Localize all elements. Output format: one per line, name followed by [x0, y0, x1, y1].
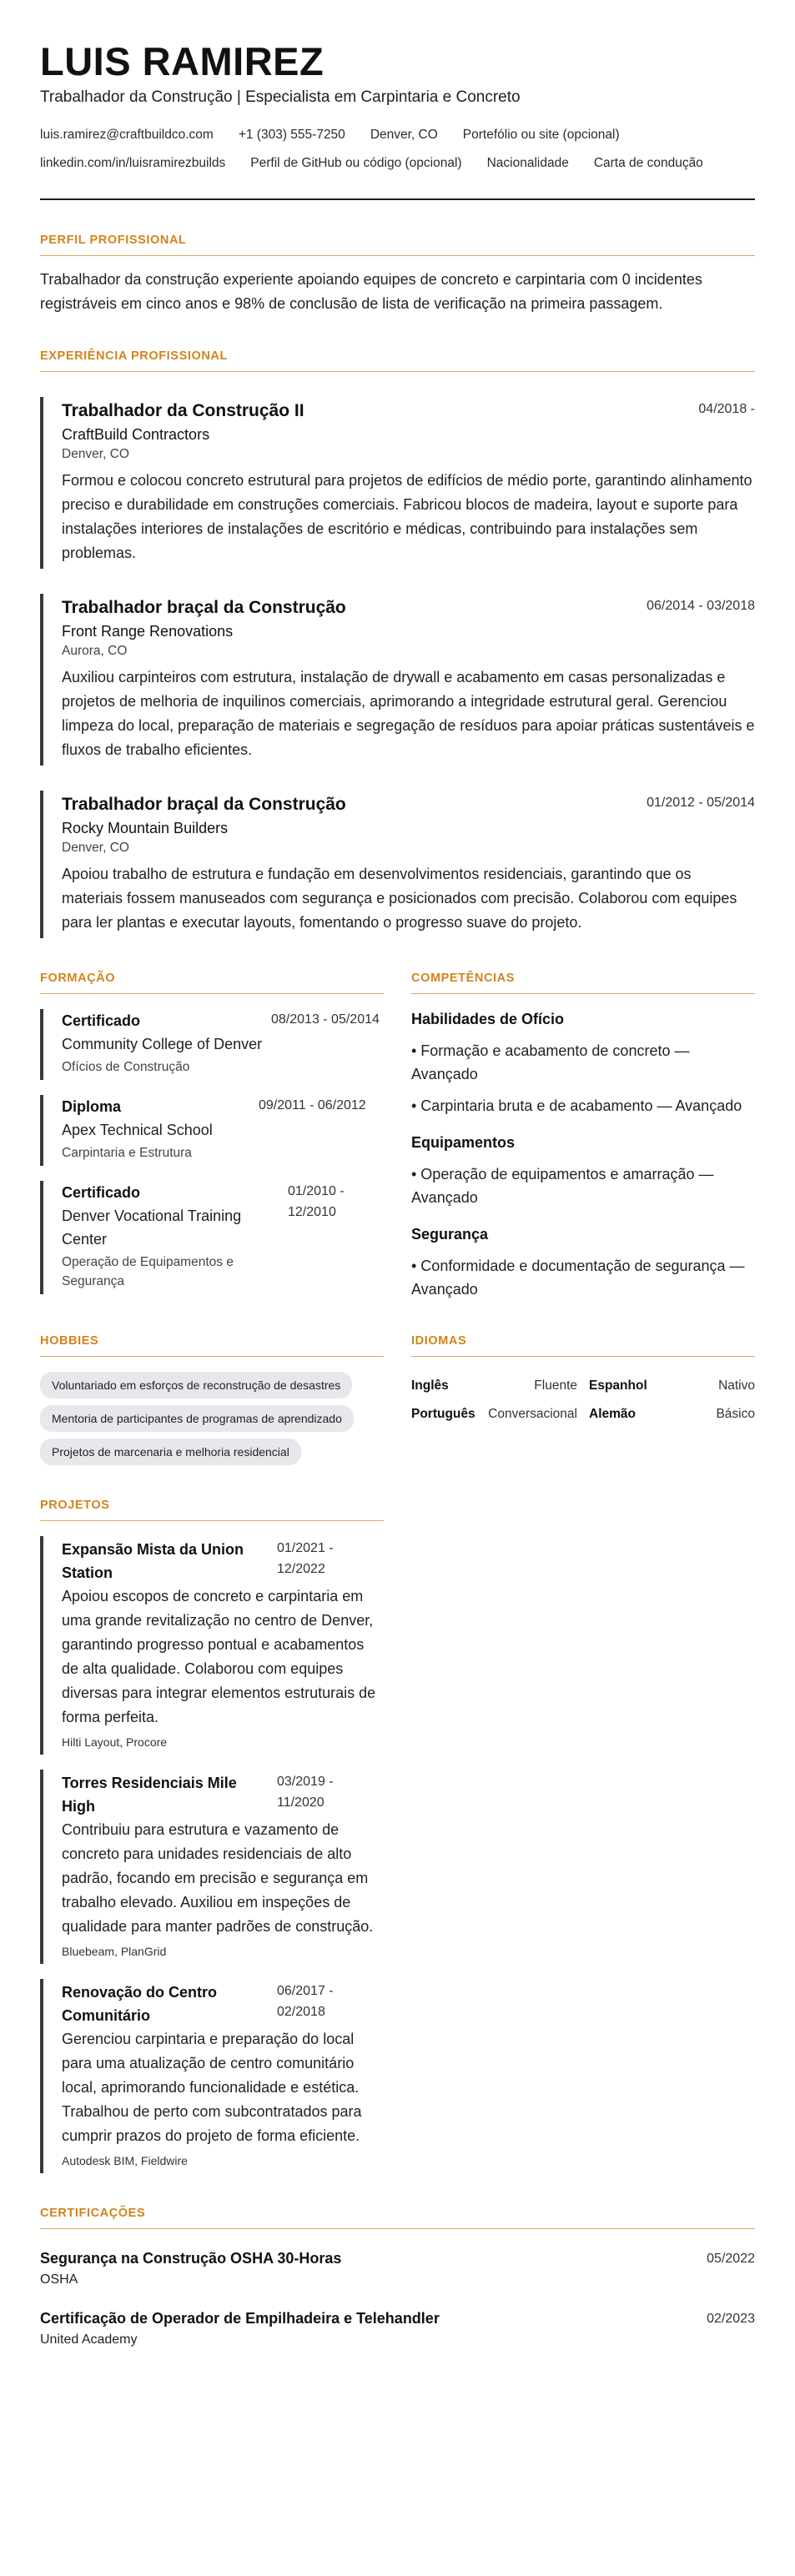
skill-item: • Carpintaria bruta e de acabamento — Avançado	[411, 1097, 742, 1114]
education-skills-row	[40, 972, 755, 1301]
education-degree: Certificado	[62, 1184, 141, 1201]
project-title: Expansão Mista da Union Station	[62, 1541, 244, 1581]
job-entry	[40, 594, 755, 766]
certifications-heading: CERTIFICAÇÕES	[40, 2207, 755, 2229]
project-description: Apoiou escopos de concreto e carpintaria em uma grande revitalização no centro de Denver, garantindo progresso pontual e acabamentos de alta qualidade. Colaborou com equipes diversas para integrar elementos estruturais de forma perfeita.	[62, 1588, 376, 1725]
certifications-section	[40, 2207, 755, 2349]
education-degree: Diploma	[62, 1098, 122, 1115]
profile-heading: PERFIL PROFISSIONAL	[40, 233, 755, 256]
education-section	[40, 972, 384, 1301]
skills-section	[411, 972, 755, 1301]
project-title: Renovação do Centro Comunitário	[62, 1984, 218, 2024]
education-entry	[40, 1009, 384, 1080]
skill-item: • Conformidade e documentação de segurança — Avançado	[411, 1258, 745, 1298]
languages-grid	[411, 1372, 755, 1429]
education-degree: Certificado	[62, 1012, 141, 1029]
project-date: 01/2021 - 12/2022	[277, 1541, 334, 1576]
education-entry	[40, 1095, 384, 1166]
language-name: Inglês	[411, 1378, 449, 1393]
hobby-tags	[40, 1372, 384, 1465]
education-entry	[40, 1181, 384, 1294]
certification-name: Certificação de Operador de Empilhadeira e Telehandler	[40, 2310, 440, 2327]
job-title: Trabalhador da Construção II	[62, 401, 304, 420]
candidate-name: LUIS RAMIREZ	[40, 39, 325, 83]
job-location: Aurora, CO	[62, 644, 128, 658]
languages-section	[411, 1334, 755, 1465]
language-level: Nativo	[718, 1378, 755, 1393]
contact-linkedin[interactable]: linkedin.com/in/luisramirezbuilds	[40, 156, 226, 170]
contact-phone[interactable]: +1 (303) 555-7250	[238, 128, 345, 142]
project-title: Torres Residenciais Mile High	[62, 1775, 237, 1815]
skill-item: • Formação e acabamento de concreto — Avançado	[411, 1042, 690, 1082]
education-field: Operação de Equipamentos e Segurança	[62, 1255, 234, 1288]
job-company: CraftBuild Contractors	[62, 426, 210, 443]
hobby-tag: Projetos de marcenaria e melhoria residencial	[40, 1439, 301, 1465]
education-date: 01/2010 - 12/2010	[288, 1184, 345, 1219]
language-name: Alemão	[589, 1407, 636, 1421]
job-description: Apoiou trabalho de estrutura e fundação em desenvolvimentos residenciais, garantindo que os materiais fossem manuseados com segurança e posicionados com precisão. Colaborou com equipes para ler plantas e executar layouts, fomentando o progresso suave do projeto.	[62, 866, 737, 931]
job-description: Formou e colocou concreto estrutural para projetos de edifícios de médio porte, garantindo alinhamento preciso e durabilidade em construções comerciais. Fabricou blocos de madeira, layout e suporte para instalações interiores de instalações de escritório e médicas, contribuindo para instalações sem problemas.	[62, 472, 752, 561]
project-entry	[40, 1979, 384, 2173]
education-date: 08/2013 - 05/2014	[271, 1012, 380, 1027]
language-row	[411, 1372, 577, 1400]
header-divider	[40, 198, 755, 200]
contact-portfolio[interactable]: Portefólio ou site (opcional)	[462, 128, 620, 142]
job-entry	[40, 397, 755, 569]
experience-heading: EXPERIÊNCIA PROFISSIONAL	[40, 349, 755, 372]
experience-section	[40, 349, 755, 938]
contact-nationality: Nacionalidade	[486, 156, 569, 170]
profile-summary: Trabalhador da construção experiente apoiando equipes de concreto e carpintaria com 0 incidentes registráveis em cinco anos e 98% de conclusão de lista de verificação na primeira passagem.	[40, 271, 702, 312]
hobbies-heading: HOBBIES	[40, 1334, 384, 1357]
hobby-tag: Voluntariado em esforços de reconstrução de desastres	[40, 1372, 352, 1398]
job-title: Trabalhador braçal da Construção	[62, 598, 346, 617]
contact-driving-license: Carta de condução	[593, 156, 703, 170]
project-date: 06/2017 - 02/2018	[277, 1984, 334, 2019]
language-row	[411, 1400, 577, 1429]
project-tools: Bluebeam, PlanGrid	[62, 1945, 167, 1958]
education-school: Apex Technical School	[62, 1122, 213, 1138]
certification-entry	[40, 2307, 755, 2349]
education-school: Community College of Denver	[62, 1036, 263, 1052]
empty-column	[411, 1499, 755, 2173]
language-level: Conversacional	[488, 1407, 577, 1421]
language-level: Básico	[716, 1407, 755, 1421]
language-row	[589, 1400, 755, 1429]
education-field: Carpintaria e Estrutura	[62, 1146, 192, 1160]
job-date: 06/2014 - 03/2018	[647, 599, 755, 613]
project-description: Gerenciou carpintaria e preparação do local para uma atualização de centro comunitário local, aprimorando funcionalidade e estética. Trabalhou de perto com subcontratados para cumprir prazos do projeto de forma eficiente.	[62, 2031, 362, 2144]
certification-date: 02/2023	[707, 2312, 755, 2326]
hobbies-languages-row	[40, 1334, 755, 1465]
project-description: Contribuiu para estrutura e vazamento de concreto para unidades residenciais de alto padrão, focando em precisão e segurança em trabalho elevado. Auxiliou em inspeções de qualidade para manter padrões de construção.	[62, 1821, 374, 1935]
education-field: Ofícios de Construção	[62, 1060, 190, 1074]
job-title: Trabalhador braçal da Construção	[62, 795, 346, 814]
certification-name: Segurança na Construção OSHA 30-Horas	[40, 2250, 342, 2267]
hobby-tag: Mentoria de participantes de programas de aprendizado	[40, 1405, 354, 1432]
skill-item: • Operação de equipamentos e amarração — Avançado	[411, 1166, 714, 1206]
certification-date: 05/2022	[707, 2252, 755, 2266]
job-date: 01/2012 - 05/2014	[647, 796, 755, 810]
skills-heading: COMPETÊNCIAS	[411, 972, 755, 994]
profile-section	[40, 233, 755, 316]
language-row	[589, 1372, 755, 1400]
languages-heading: IDIOMAS	[411, 1334, 755, 1357]
certification-entry	[40, 2247, 755, 2289]
projects-heading: PROJETOS	[40, 1499, 384, 1521]
job-description: Auxiliou carpinteiros com estrutura, instalação de drywall e acabamento em casas personalizadas e projetos de melhoria de inquilinos comerciais, aprimorando a integridade estrutural geral. Gerenciou limpeza do local, preparação de materiais e segregação de resíduos para apoiar práticas sustentáveis e fluxos de trabalho eficientes.	[62, 669, 755, 758]
language-name: Português	[411, 1407, 475, 1421]
hobbies-section	[40, 1334, 384, 1465]
education-school: Denver Vocational Training Center	[62, 1208, 242, 1248]
language-level: Fluente	[534, 1378, 577, 1393]
skill-category: Segurança	[411, 1226, 489, 1243]
contact-info	[40, 123, 755, 175]
projects-row	[40, 1499, 755, 2173]
contact-email[interactable]: luis.ramirez@craftbuildco.com	[40, 128, 214, 142]
job-company: Front Range Renovations	[62, 623, 234, 640]
project-entry	[40, 1770, 384, 1964]
education-date: 09/2011 - 06/2012	[259, 1098, 366, 1112]
contact-location: Denver, CO	[370, 128, 438, 142]
job-entry	[40, 791, 755, 938]
certification-org: OSHA	[40, 2272, 78, 2287]
job-company: Rocky Mountain Builders	[62, 820, 229, 836]
projects-section	[40, 1499, 384, 2173]
job-location: Denver, CO	[62, 841, 129, 855]
education-heading: FORMAÇÃO	[40, 972, 384, 994]
language-name: Espanhol	[589, 1378, 647, 1393]
project-tools: Hilti Layout, Procore	[62, 1735, 168, 1749]
skill-category: Equipamentos	[411, 1134, 516, 1151]
job-location: Denver, CO	[62, 447, 129, 461]
project-tools: Autodesk BIM, Fieldwire	[62, 2154, 188, 2167]
certification-org: United Academy	[40, 2332, 138, 2347]
contact-github[interactable]: Perfil de GitHub ou código (opcional)	[250, 156, 462, 170]
candidate-title: Trabalhador da Construção | Especialista em Carpintaria e Concreto	[40, 88, 521, 106]
project-date: 03/2019 - 11/2020	[277, 1775, 334, 1810]
skill-category: Habilidades de Ofício	[411, 1011, 565, 1027]
project-entry	[40, 1536, 384, 1755]
job-date: 04/2018 -	[698, 402, 755, 416]
